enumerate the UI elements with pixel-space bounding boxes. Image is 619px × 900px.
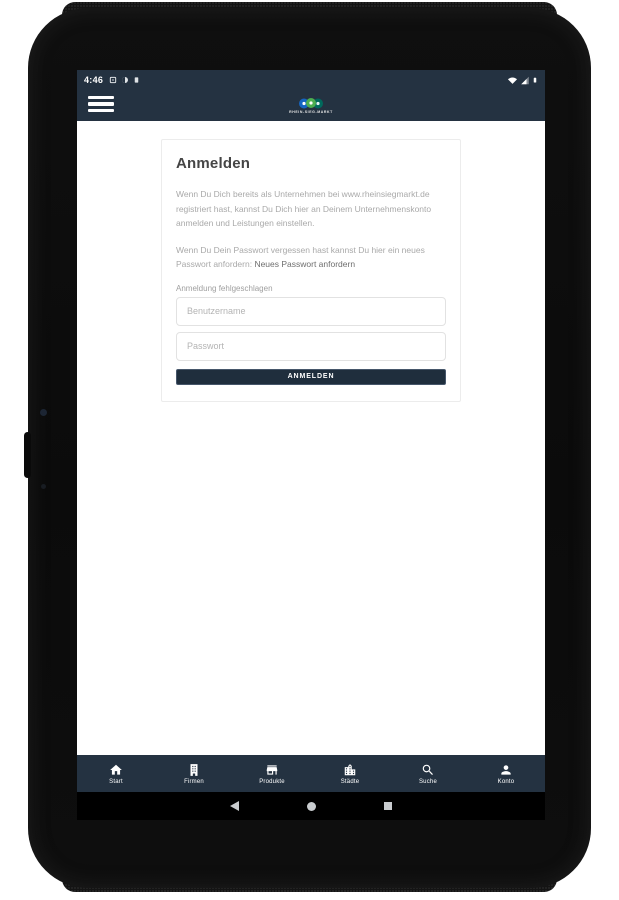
forgot-password-text (176, 243, 446, 272)
battery-icon (532, 75, 538, 85)
clock: 4:46 (84, 75, 104, 85)
nav-item-staedte[interactable] (311, 755, 389, 792)
intro-text: Wenn Du Dich bereits als Unternehmen bei www.rheinsiegmarkt.de registriert hast, kannst Du Dich hier an Deinem Unternehmenskonto anmelden und Leistungen einstellen. (176, 189, 432, 228)
home-circle-icon[interactable] (307, 802, 316, 811)
nav-label: Firmen (184, 778, 204, 785)
wifi-icon (507, 76, 518, 85)
forgot-password-hint: Wenn Du Dein Passwort vergessen hast kannst Du hier ein neues Passwort anfordern: (176, 244, 425, 269)
content-area (77, 121, 545, 755)
screen (77, 70, 545, 820)
building-icon (187, 763, 201, 777)
nav-item-suche[interactable] (389, 755, 467, 792)
nav-label: Produkte (259, 778, 285, 785)
password-input[interactable] (176, 332, 446, 361)
person-icon (499, 763, 513, 777)
login-error-message: Anmeldung fehlgeschlagen (176, 283, 273, 293)
camera-lens (40, 409, 47, 416)
recents-square-icon[interactable] (384, 802, 392, 810)
status-right-icons (507, 75, 538, 85)
nav-item-firmen[interactable] (155, 755, 233, 792)
status-left-icons (109, 76, 140, 84)
login-card (161, 139, 461, 402)
nav-item-konto[interactable] (467, 755, 545, 792)
nav-label: Städte (340, 778, 360, 785)
search-icon (421, 763, 435, 777)
notification-icon-2 (121, 76, 129, 84)
page-title: Anmelden (176, 155, 251, 172)
logo-circles-icon (296, 97, 326, 110)
store-icon (265, 763, 279, 777)
bottom-nav (77, 755, 545, 792)
side-button (24, 432, 31, 478)
logo-text: RHEIN-SIEG-MARKT (289, 109, 333, 114)
nav-label: Suche (418, 778, 437, 785)
nav-label: Konto (497, 778, 515, 785)
app-navbar (77, 90, 545, 121)
nav-item-produkte[interactable] (233, 755, 311, 792)
cellular-signal-icon (520, 76, 530, 85)
sensor-dot (41, 484, 46, 489)
new-password-link[interactable]: Neues Passwort anfordern (254, 259, 356, 269)
notification-icon-1 (109, 76, 117, 84)
username-input[interactable] (176, 297, 446, 326)
notification-icon-3 (133, 76, 140, 84)
android-nav-bar (77, 792, 545, 820)
city-icon (343, 763, 357, 777)
menu-icon[interactable] (88, 96, 114, 112)
back-icon[interactable] (230, 801, 239, 811)
status-bar (77, 70, 545, 90)
login-button[interactable]: ANMELDEN (176, 369, 446, 385)
nav-label: Start (109, 778, 123, 785)
tablet-frame (28, 8, 591, 888)
app-logo[interactable] (289, 97, 333, 115)
nav-item-start[interactable] (77, 755, 155, 792)
home-icon (109, 763, 123, 777)
